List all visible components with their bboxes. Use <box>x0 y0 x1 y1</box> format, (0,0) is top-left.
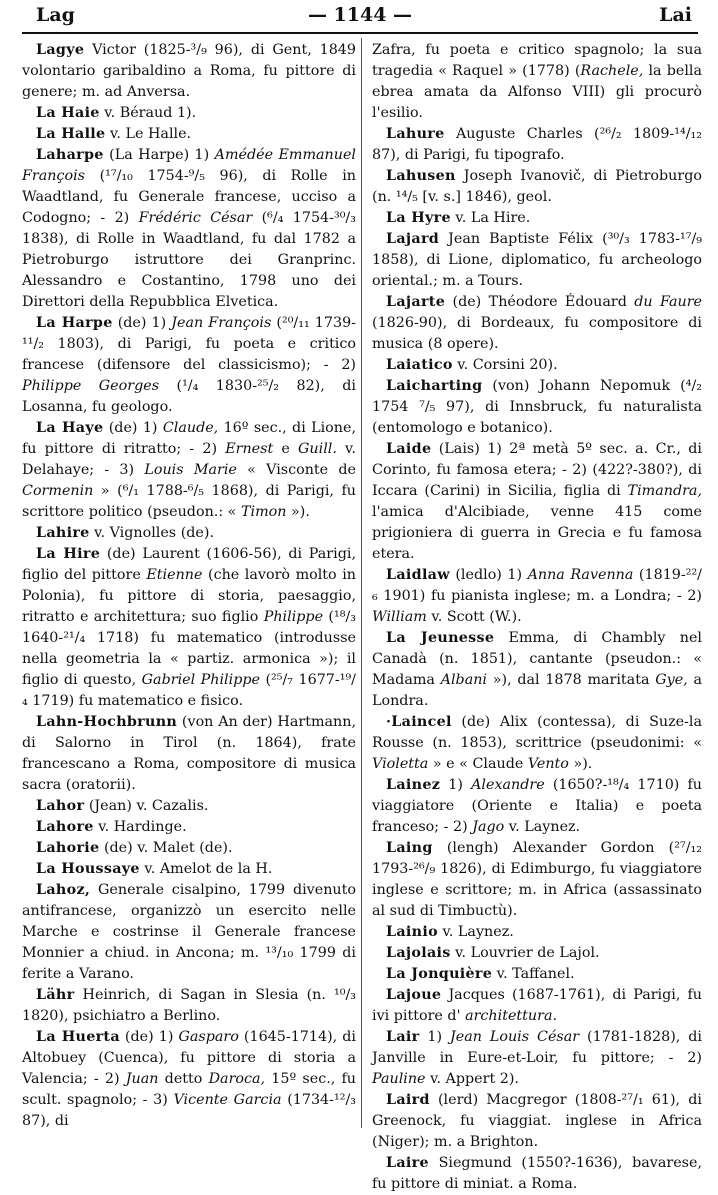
entry-headword: Lahoz, <box>36 882 91 898</box>
entry-text: v. Amelot de la H. <box>139 861 273 877</box>
entry-headword: Laiatico <box>386 357 453 373</box>
entry-text: e <box>273 441 299 457</box>
dictionary-entry <box>372 985 702 1027</box>
entry-italic-text: William <box>372 609 427 625</box>
entry-italic-text: Amédée Emmanuel François <box>22 147 357 184</box>
dictionary-entry <box>372 838 702 922</box>
entry-headword: La Haye <box>36 420 104 436</box>
dictionary-entry <box>372 124 702 166</box>
entry-headword: La Hyre <box>386 210 451 226</box>
entry-text: (La Harpe) 1) <box>103 147 215 163</box>
entry-headword: Lahorie <box>36 840 100 856</box>
entry-italic-text: Vicente Garcia <box>173 1092 282 1108</box>
entry-text: v. Laynez. <box>437 924 514 940</box>
entry-text: Siegmund (1550?-1636), bavarese, fu pittore di miniat. a Roma. <box>372 1155 702 1192</box>
entry-text: (1650?-¹⁸/₄ 1710) fu viaggiatore (Oriente e Italia) e poeta franceso; - 2) <box>372 777 702 835</box>
entry-headword: La Haie <box>36 105 100 121</box>
entry-text: (lengh) Alexander Gordon (²⁷/₁₂ 1793-²⁶/₉ 1826), di Edimburgo, fu viaggiatore inglese e scrittore; m. in Africa (assassinato al sud di Timbuctù). <box>372 840 702 919</box>
dictionary-entry <box>22 985 356 1027</box>
entry-italic-text: Pauline <box>372 1071 426 1087</box>
entry-headword: La Houssaye <box>36 861 140 877</box>
entry-text: (de) v. Malet (de). <box>99 840 233 856</box>
entry-headword: Lainez <box>386 777 441 793</box>
dictionary-entry <box>372 922 702 943</box>
entry-text: (ledlo) 1) <box>449 567 528 583</box>
entry-text: (1826-90), di Bordeaux, fu compositore di musica (8 opere). <box>372 315 702 352</box>
entry-text: Emma, di Chambly nel Canadà (n. 1851), cantante (pseudon.: « Madama <box>372 630 702 688</box>
dictionary-entry <box>372 439 702 565</box>
dictionary-entry <box>372 712 702 775</box>
entry-text: v. Appert 2). <box>425 1071 519 1087</box>
entry-text: 1) <box>440 777 472 793</box>
entry-text: »). <box>568 756 593 772</box>
entry-italic-text: Etienne <box>146 567 203 583</box>
entry-text: a Londra. <box>372 672 702 709</box>
header-rule <box>22 32 698 34</box>
dictionary-entry <box>22 124 356 145</box>
entry-italic-text: Frédéric César <box>138 210 253 226</box>
entry-text: (de) Alix (contessa), di Suze-la Rousse (n. 1853), scrittrice (pseudonimi: « <box>372 714 702 751</box>
entry-text: 16º sec., di Lione, fu pittore di ritratto; - 2) <box>22 420 356 457</box>
dictionary-entry <box>372 775 702 838</box>
entry-italic-text: Ernest <box>225 441 274 457</box>
entry-text: (1645-1714), di Altobuey (Cuenca), fu pittore di storia a Valencia; - 2) <box>22 1029 356 1087</box>
entry-headword: Laird <box>386 1092 430 1108</box>
entry-text: v. Corsini 20). <box>452 357 558 373</box>
dictionary-entry <box>372 208 702 229</box>
entry-headword: Laharpe <box>36 147 104 163</box>
entry-headword: Lajarte <box>386 294 446 310</box>
dictionary-entry <box>22 103 356 124</box>
entry-text: »). <box>286 504 310 520</box>
dictionary-entry <box>22 523 356 544</box>
entry-italic-text: Louis Marie <box>144 462 237 478</box>
dictionary-entry <box>372 964 702 985</box>
entry-text: Auguste Charles (²⁶/₂ 1809-¹⁴/₁₂ 87), di Parigi, fu tipografo. <box>372 126 702 163</box>
entry-text: (Jean) v. Cazalis. <box>84 798 209 814</box>
dictionary-entry <box>372 1153 702 1195</box>
entry-italic-text: Gasparo <box>178 1029 239 1045</box>
entry-italic-text: Jean François <box>171 315 272 331</box>
header-right-guideword: Lai <box>659 4 692 26</box>
entry-italic-text: Gabriel Philippe <box>141 672 260 688</box>
page-number: — 1144 — <box>307 4 413 26</box>
dictionary-entry <box>372 565 702 628</box>
entry-italic-text: Alexandre <box>471 777 545 793</box>
entry-headword: Lahor <box>36 798 85 814</box>
entry-text: Zafra, fu poeta e critico spagnolo; la sua tragedia « Raquel » (1778) ( <box>372 42 702 79</box>
entry-text: (de) 1) <box>103 420 163 436</box>
entry-text: v. Delahaye; - 3) <box>22 441 356 478</box>
dictionary-entry <box>22 40 356 103</box>
entry-text: (de) 1) <box>112 315 172 331</box>
entry-italic-text: Anna Ravenna <box>527 567 634 583</box>
entry-text: Jacques (1687-1761), di Parigi, fu ivi pittore d' <box>372 987 702 1024</box>
entry-italic-text: Timon <box>240 504 287 520</box>
entry-headword: Lahusen <box>386 168 456 184</box>
entry-text: (1781-1828), di Janville in Eure-et-Loir, fu pittore; - 2) <box>372 1029 702 1066</box>
entry-text: v. Scott (W.). <box>426 609 522 625</box>
entry-headword: Lajard <box>386 231 440 247</box>
entry-headword: Lajoue <box>386 987 442 1003</box>
entry-text: la bella ebrea amata da Alfonso VIII) gli procurò l'esilio. <box>372 63 703 121</box>
entry-text: « Visconte de <box>236 462 356 478</box>
entry-italic-text: Guill. <box>298 441 337 457</box>
dictionary-entry <box>22 418 356 523</box>
entry-text: Generale cisalpino, 1799 divenuto antifrancese, organizzò un esercito nelle Marche e costrinse il Generale francese Monnier a chiud. in Ancona; m. ¹³/₁₀ 1799 di ferite a Varano. <box>22 882 356 982</box>
dictionary-entry <box>22 313 356 418</box>
entry-italic-text: Daroca, <box>208 1071 266 1087</box>
entry-italic-text: Philippe <box>263 609 324 625</box>
entry-headword: Lahure <box>386 126 445 142</box>
entry-text: 15º sec., fu scult. spagnolo; - 3) <box>22 1071 356 1108</box>
entry-headword: La Huerta <box>36 1029 120 1045</box>
entry-text: v. Le Halle. <box>105 126 192 142</box>
entry-text: (1819-²²/₆ 1901) fu pianista inglese; m. a Londra; - 2) <box>372 567 702 604</box>
left-column <box>22 40 356 1132</box>
entry-text: 1) <box>419 1029 451 1045</box>
entry-text: v. Vignolles (de). <box>89 525 215 541</box>
entry-italic-text: Rachele, <box>580 63 644 79</box>
entry-italic-text: Philippe Georges <box>22 378 160 394</box>
header-left-guideword: Lag <box>36 4 75 26</box>
entry-italic-text: Cormenin <box>22 483 94 499</box>
entry-text: v. La Hire. <box>450 210 531 226</box>
entry-headword: Laire <box>386 1155 429 1171</box>
dictionary-entry <box>372 1090 702 1153</box>
entry-headword: Laide <box>386 441 432 457</box>
entry-text: » e « Claude <box>428 756 528 772</box>
dictionary-entry <box>22 145 356 313</box>
entry-italic-text: architettura. <box>465 1008 558 1024</box>
entry-headword: La Halle <box>36 126 106 142</box>
entry-text: detto <box>158 1071 209 1087</box>
entry-text: (¹⁸/₃ 1640-²¹/₄ 1718) fu matematico (introdusse nella geometria la « partiz. armonica »); il figlio di questo, <box>22 609 357 688</box>
dictionary-entry <box>372 943 702 964</box>
entry-text: v. Laynez. <box>504 819 581 835</box>
dictionary-entry <box>372 376 702 439</box>
entry-text: v. Taffanel. <box>492 966 575 982</box>
entry-headword: La Hire <box>36 546 101 562</box>
entry-headword: Lahore <box>36 819 94 835</box>
entry-headword: Lagye <box>36 42 85 58</box>
dictionary-entry <box>22 817 356 838</box>
dictionary-entry <box>372 628 702 712</box>
right-column <box>372 40 702 1195</box>
entry-text: (⁶/₄ 1754-³⁰/₃ 1838), di Rolle in Waadtland, fu dal 1782 a Pietroburgo istruttore dei Granprinc. Alessandro e Costantino, 1798 uno dei Direttori della Repubblica Elvetica. <box>22 210 356 310</box>
dictionary-entry <box>372 355 702 376</box>
entry-italic-text: Claude, <box>162 420 219 436</box>
entry-text: Jean Baptiste Félix (³⁰/₃ 1783-¹⁷/₉ 1858), di Lione, diplomatico, fu archeologo oriental.; m. a Tours. <box>372 231 702 289</box>
dictionary-entry <box>22 838 356 859</box>
entry-text: (1734-¹²/₃ 87), di <box>22 1092 356 1129</box>
dictionary-entry <box>22 859 356 880</box>
entry-italic-text: Violetta <box>372 756 429 772</box>
entry-italic-text: Vento <box>527 756 569 772</box>
dictionary-entry <box>372 40 702 124</box>
column-divider <box>361 38 362 1128</box>
entry-text: v. Béraud 1). <box>99 105 197 121</box>
entry-headword: La Harpe <box>36 315 113 331</box>
entry-headword: ·Laincel <box>386 714 452 730</box>
entry-text: »), dal 1878 maritata <box>487 672 656 688</box>
dictionary-entry <box>22 796 356 817</box>
entry-text: (de) Laurent (1606-56), di Parigi, figlio del pittore <box>22 546 356 583</box>
dictionary-entry <box>22 1027 356 1132</box>
entry-headword: Lähr <box>36 987 75 1003</box>
entry-headword: Lainio <box>386 924 438 940</box>
entry-text: (Lais) 1) 2ª metà 5º sec. a. Cr., di Corinto, fu famosa etera; - 2) (422?-380?), di Iccara (Carini) in Sicilia, figlia di <box>372 441 702 499</box>
entry-text: Joseph Ivanovič, di Pietroburgo (n. ¹⁴/₅ [v. s.] 1846), geol. <box>372 168 702 205</box>
entry-text: (de) 1) <box>119 1029 179 1045</box>
entry-text: (²⁵/₇ 1677-¹⁹/₄ 1719) fu matematico e fisico. <box>22 672 356 709</box>
entry-text: (che lavorò molto in Polonia), fu pittore di storia, paesaggio, ritratto e architettura; suo figlio <box>22 567 356 625</box>
entry-headword: Lajolais <box>386 945 451 961</box>
entry-italic-text: du Faure <box>634 294 702 310</box>
entry-text: l'amica d'Alcibiade, venne 415 come prigioniera di guerra in Grecia e fu famosa etera. <box>372 504 702 562</box>
entry-text: (von An der) Hartmann, di Salorno in Tirol (n. 1864), frate francescano a Roma, compositore di musica sacra (oratorii). <box>22 714 356 793</box>
dictionary-entry <box>22 880 356 985</box>
entry-italic-text: Jago <box>472 819 505 835</box>
dictionary-entry <box>22 544 356 712</box>
entry-headword: Laicharting <box>386 378 483 394</box>
dictionary-entry <box>372 292 702 355</box>
entry-italic-text: Jean Louis César <box>450 1029 580 1045</box>
entry-text: (de) Théodore Édouard <box>445 294 635 310</box>
page-header <box>22 0 698 36</box>
entry-text: (¹/₄ 1830-²⁵/₂ 82), di Losanna, fu geologo. <box>22 378 356 415</box>
entry-italic-text: Juan <box>125 1071 159 1087</box>
entry-text: (¹⁷/₁₀ 1754-⁹/₅ 96), di Rolle in Waadtland, fu Generale francese, ucciso a Codogno; - 2) <box>22 168 356 226</box>
entry-text: (von) Johann Nepomuk (⁴/₂ 1754 ⁷/₅ 97), di Innsbruck, fu naturalista (entomologo e botanico). <box>372 378 702 436</box>
entry-text: v. Hardinge. <box>93 819 187 835</box>
entry-headword: Lahn-Hochbrunn <box>36 714 178 730</box>
entry-headword: Lair <box>386 1029 420 1045</box>
dictionary-entry <box>372 229 702 292</box>
dictionary-entry <box>22 712 356 796</box>
entry-headword: La Jeunesse <box>386 630 495 646</box>
entry-italic-text: Albani <box>440 672 488 688</box>
entry-headword: Laing <box>386 840 433 856</box>
entry-headword: La Jonquière <box>386 966 493 982</box>
entry-italic-text: Gye, <box>655 672 688 688</box>
entry-text: Heinrich, di Sagan in Slesia (n. ¹⁰/₃ 1820), psichiatro a Berlino. <box>22 987 356 1024</box>
entry-text: (²⁰/₁₁ 1739-¹¹/₂ 1803), di Parigi, fu poeta e critico francese (difensore del classicismo); - 2) <box>22 315 356 373</box>
entry-text: v. Louvrier de Lajol. <box>450 945 600 961</box>
entry-text: » (⁶/₁ 1788-⁶/₅ 1868), di Parigi, fu scrittore politico (pseudon.: « <box>22 483 356 520</box>
entry-text: (lerd) Macgregor (1808-²⁷/₁ 61), di Greenock, fu viaggiat. inglese in Africa (Niger); m. a Brighton. <box>372 1092 702 1150</box>
entry-italic-text: Timandra, <box>627 483 702 499</box>
dictionary-entry <box>372 1027 702 1090</box>
entry-text: Victor (1825-³/₉ 96), di Gent, 1849 volontario garibaldino a Roma, fu pittore di genere; m. ad Anversa. <box>22 42 356 100</box>
entry-headword: Laidlaw <box>386 567 450 583</box>
dictionary-entry <box>372 166 702 208</box>
entry-headword: Lahire <box>36 525 90 541</box>
